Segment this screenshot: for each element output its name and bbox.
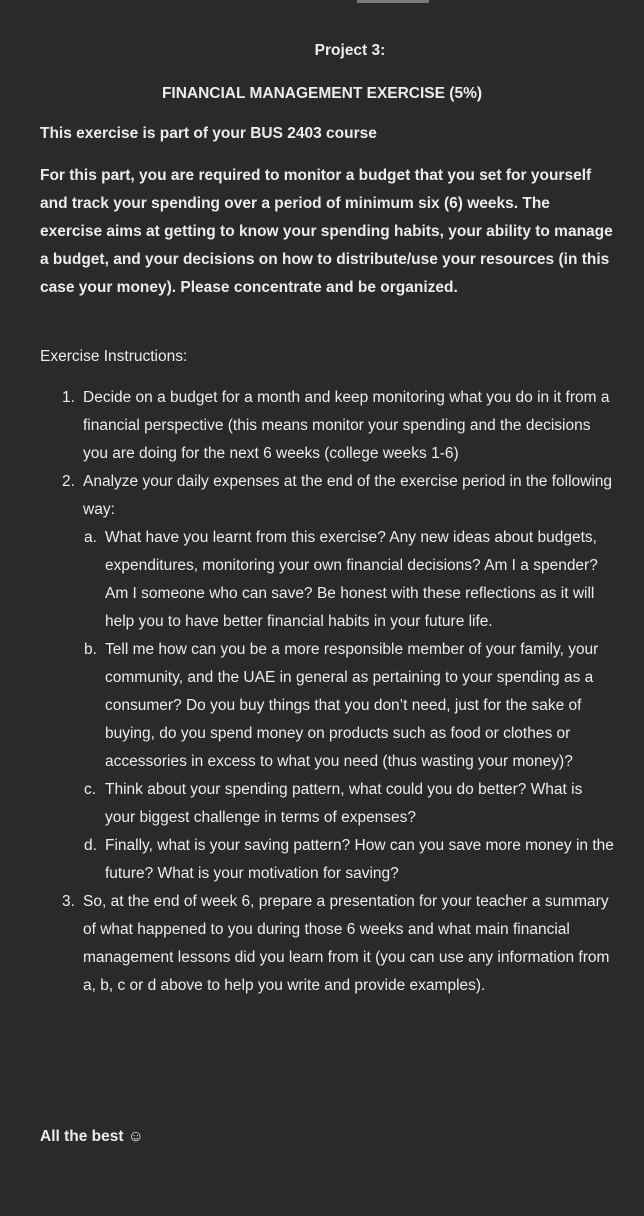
item-number: 1. [62,389,75,406]
item-number: 3. [62,893,75,910]
list-item [62,384,614,468]
instructions-list [62,384,614,1000]
instructions-label: Exercise Instructions: [40,348,188,365]
item-text: Analyze your daily expenses at the end of the exercise period in the following way: [83,473,613,518]
sub-list [84,524,614,888]
sub-list-item [84,832,614,888]
closing-line: All the best ☺ [40,1128,144,1145]
top-scroll-indicator [357,0,429,3]
item-number: 2. [62,473,75,490]
sub-item-letter: c. [84,781,97,798]
sub-list-item [84,636,614,776]
sub-item-text: What have you learnt from this exercise? Any new ideas about budgets, expenditures, monitoring your own financial decisions? Am I a spender? Am I someone who can save? Be honest with these reflections as it will help you to have better financial habits in your future life. [105,529,598,630]
sub-list-item [84,776,614,832]
sub-item-text: Finally, what is your saving pattern? How can you save more money in the future? What is your motivation for saving? [105,837,614,882]
list-item [62,888,614,1000]
course-line: This exercise is part of your BUS 2403 course [40,125,377,142]
sub-item-text: Think about your spending pattern, what could you do better? What is your biggest challenge in terms of expenses? [105,781,583,826]
item-text: So, at the end of week 6, prepare a presentation for your teacher a summary of what happened to you during those 6 weeks and what main financial management lessons did you learn from it (you can use any information from a, b, c or d above to help you write and provide examples). [83,893,610,994]
sub-item-letter: d. [84,837,97,854]
sub-item-letter: b. [84,641,97,658]
exercise-title: FINANCIAL MANAGEMENT EXERCISE (5%) [161,85,483,102]
sub-item-letter: a. [84,529,97,546]
item-text: Decide on a budget for a month and keep monitoring what you do in it from a financial perspective (this means monitor your spending and the decisions you are doing for the next 6 weeks (college weeks 1-6) [83,389,610,462]
project-title: Project 3: [314,42,386,59]
sub-list-item [84,524,614,636]
sub-item-text: Tell me how can you be a more responsible member of your family, your community, and the UAE in general as pertaining to your spending as a consumer? Do you buy things that you don’t need, just for the sake of buying, do you spend money on products such as food or clothes or accessories in excess to what you need (thus wasting your money)? [105,641,599,770]
list-item [62,468,614,524]
intro-paragraph: For this part, you are required to monitor a budget that you set for yourself and track your spending over a period of minimum six (6) weeks. The exercise aims at getting to know your spending habits, your ability to manage a budget, and your decisions on how to distribute/use your resources (in this case your money). Please concentrate and be organized. [40,167,613,296]
